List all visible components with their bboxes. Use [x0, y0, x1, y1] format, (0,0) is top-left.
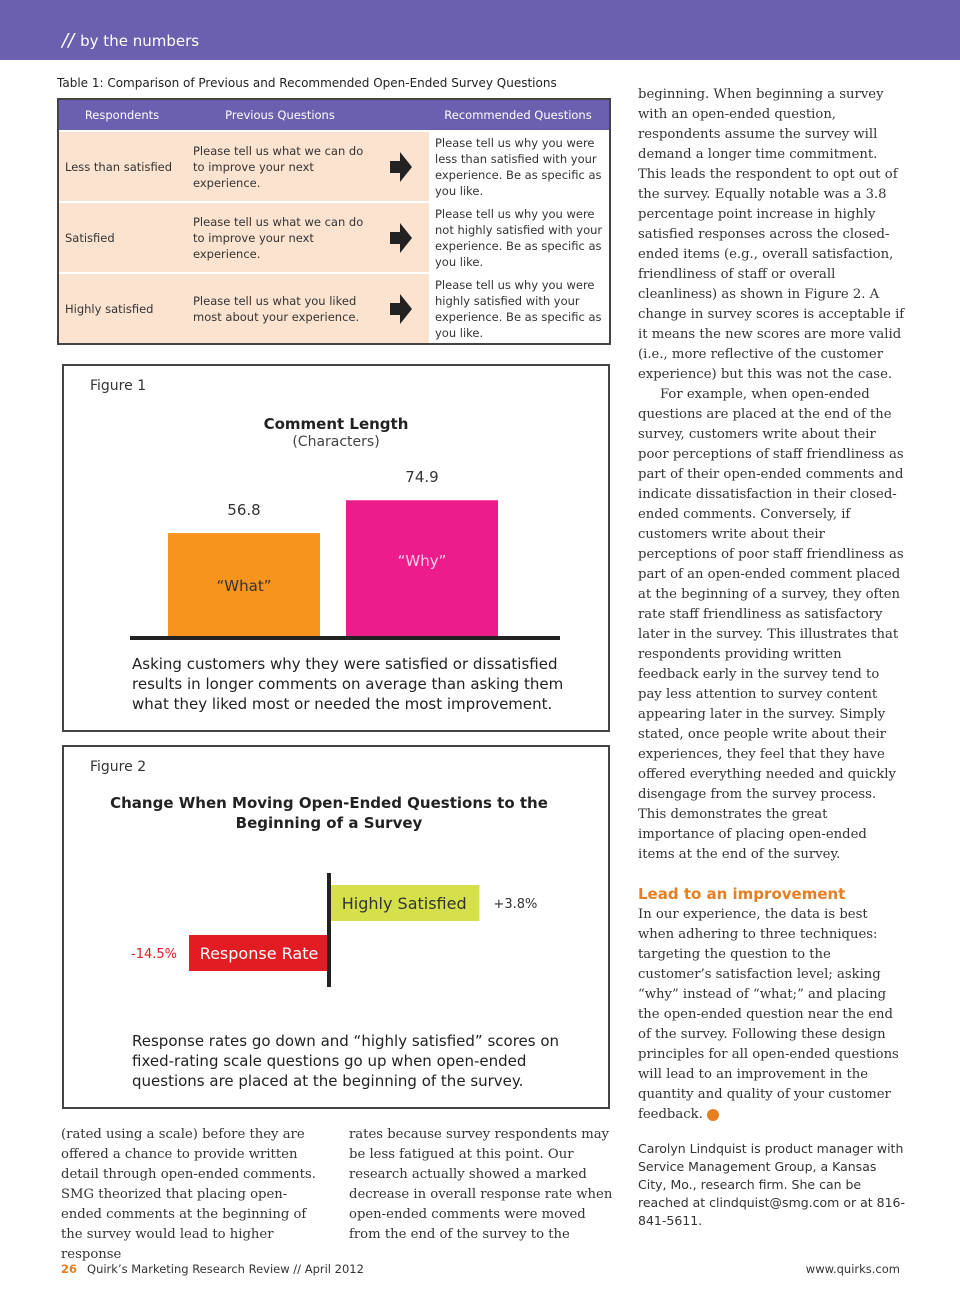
header-section-label: by the numbers	[80, 32, 200, 50]
figure-1-title: Comment Length	[263, 415, 409, 433]
table-cell-respondent: Highly satisfied	[65, 301, 154, 316]
response-change-chart	[64, 867, 608, 1017]
table-cell-recommended	[427, 132, 609, 201]
header-bar	[0, 0, 960, 60]
recommended-text: Please tell us why you were highly satisfied with your experience. Be as specific as you like.	[435, 277, 602, 340]
table-cell-recommended	[427, 274, 609, 343]
author-bio: Carolyn Lindquist is product manager with Service Management Group, a Kansas City, Mo., research firm. She can be reached at clindquist@smg.com or at 816-841-5611.	[638, 1141, 905, 1228]
comment-length-chart	[64, 454, 608, 644]
publication-name: Quirk’s Marketing Research Review // April 2012	[87, 1262, 364, 1276]
bar-value-label-0: 56.8	[227, 501, 261, 520]
right-arrow-icon	[388, 150, 414, 184]
table-cell-previous: Please tell us what you liked most about your experience.	[193, 293, 360, 324]
figure-2	[62, 745, 610, 1109]
table-cell-recommended	[427, 203, 609, 272]
figure-2-label: Figure 2	[90, 759, 147, 775]
table-cell-respondent: Satisfied	[65, 230, 115, 245]
footer-url: www.quirks.com	[805, 1262, 900, 1276]
column-3	[638, 85, 906, 1125]
column-3-paragraph-2: For example, when open-ended questions are placed at the end of the survey, customers write about their poor perceptions of staff friendliness as part of their open-ended comments and indicate dissatisfaction in their closed-ended comments. Conversely, if customers write about their perceptions of poor staff friendliness as part of an open-ended comment placed at the beginning of a survey, they often rate staff friendliness as satisfactory later in the survey. This illustrates that respondents providing written feedback early in the survey tend to pay less attention to survey content appearing later in the survey. Simply stated, once people write about their experiences, they feel that they have offered everything needed and quickly disengage from the survey process. This demonstrates the great importance of placing open-ended items at the end of the survey.	[638, 387, 904, 862]
right-arrow-icon	[388, 292, 414, 326]
figure-1-subtitle: (Characters)	[292, 434, 380, 450]
hbar-value-label-0: +3.8%	[493, 897, 538, 912]
column-2-text: rates because survey respondents may be less fatigued at this point. Our research actually showed a marked decrease in overall response rate when open-ended comments were moved from the end of the survey to the	[349, 1127, 613, 1242]
table-row	[59, 130, 609, 201]
bar-category-label-1: “Why”	[397, 552, 447, 571]
table-header-respondents: Respondents	[84, 108, 160, 122]
table-row	[59, 272, 609, 343]
table-header-row	[59, 100, 609, 130]
table-header-previous: Previous Questions	[225, 108, 335, 122]
hbar-value-label-1: -14.5%	[131, 947, 177, 962]
column-1	[61, 1125, 327, 1265]
hbar-category-label-1: Response Rate	[199, 944, 319, 963]
recommended-text: Please tell us why you were not highly satisfied with your experience. Be as specific as you like.	[435, 206, 603, 269]
bar-value-label-1: 74.9	[405, 468, 439, 487]
table-caption: Table 1: Comparison of Previous and Recommended Open-Ended Survey Questions	[57, 76, 557, 90]
column-1-text: (rated using a scale) before they are offered a chance to provide written detail through open-ended comments. SMG theorized that placing open-ended comments at the beginning of the survey would lead to higher response	[61, 1127, 316, 1262]
figure-2-caption: Response rates go down and “highly satisfied” scores on fixed-rating scale questions go up when open-ended questions are placed at the beginning of the survey.	[132, 1032, 560, 1090]
table-cell-previous: Please tell us what we can do to improve your next experience.	[193, 143, 364, 190]
bar-category-label-0: “What”	[216, 577, 272, 596]
table-cell-previous: Please tell us what we can do to improve your next experience.	[193, 214, 364, 261]
figure-1	[62, 364, 610, 732]
footer-left	[61, 1262, 364, 1276]
section-heading: Lead to an improvement	[638, 885, 846, 903]
section-title	[62, 30, 199, 51]
column-2	[349, 1125, 615, 1245]
table-row	[59, 201, 609, 272]
column-3-paragraph-3	[638, 905, 906, 1125]
column-3-paragraph-1: beginning. When beginning a survey with an open-ended question, respondents assume the survey will demand a longer time commitment. This leads the respondent to opt out of the survey. Equally notable was a 3.8 percentage point increase in highly satisfied responses across the closed-ended items (e.g., overall satisfaction, friendliness of staff or overall cleanliness) as shown in Figure 2. A change in survey scores is acceptable if it means the new scores are more valid (i.e., more reflective of the customer experience) but this was not the case.	[638, 87, 905, 382]
right-arrow-icon	[388, 221, 414, 255]
hbar-category-label-0: Highly Satisfied	[341, 894, 467, 913]
figure-2-title: Change When Moving Open-Ended Questions to the Beginning of a Survey	[110, 794, 548, 832]
figure-1-label: Figure 1	[90, 378, 147, 394]
table-header-recommended: Recommended Questions	[444, 108, 592, 122]
column-3-paragraph-3-text: In our experience, the data is best when adhering to three techniques: targeting the question to the customer’s satisfaction level; asking “why” instead of “what;” and placing the open-ended question near the end of the survey. Following these design principles for all open-ended questions will lead to an improvement in the quantity and quality of your customer feedback.	[638, 907, 899, 1122]
header-slashes: //	[62, 30, 75, 51]
comparison-table	[57, 98, 611, 345]
end-mark-icon	[707, 1109, 719, 1121]
figure-1-caption: Asking customers why they were satisfied or dissatisfied results in longer comments on average than asking them what they liked most or needed the most improvement.	[132, 655, 564, 713]
recommended-text: Please tell us why you were less than satisfied with your experience. Be as specific as you like.	[435, 135, 602, 198]
table-cell-respondent: Less than satisfied	[65, 159, 173, 174]
page-number: 26	[61, 1262, 78, 1276]
